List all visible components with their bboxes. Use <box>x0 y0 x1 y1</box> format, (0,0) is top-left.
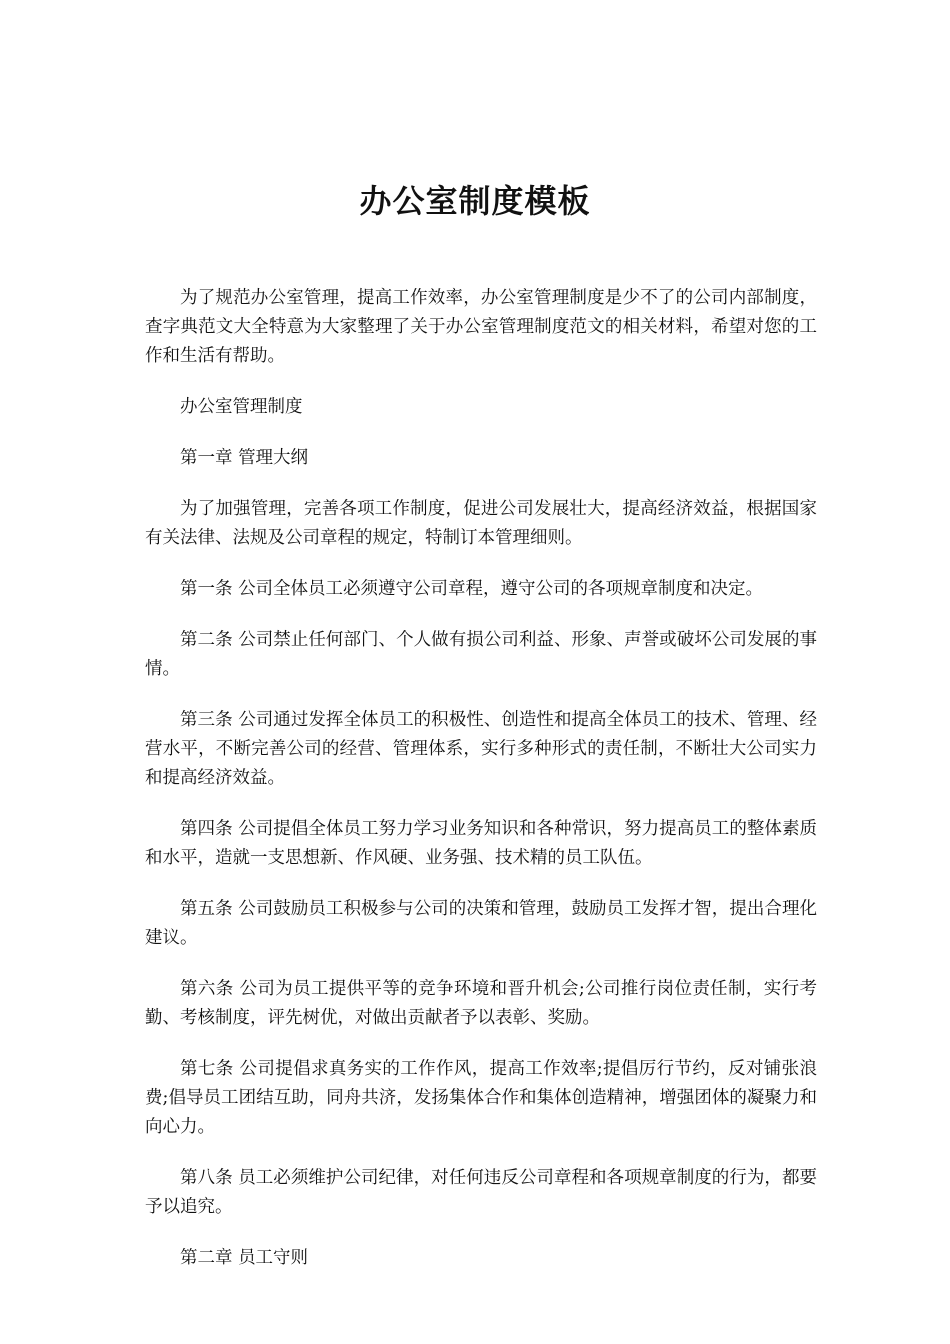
chapter-2-heading: 第二章 员工守则 <box>180 1248 309 1268</box>
document-title: 办公室制度模板 <box>359 182 591 221</box>
article-4: 第四条 公司提倡全体员工努力学习业务知识和各种常识，努力提高员工的整体素质和水平，造就一支思想新、作风硬、业务强、技术精的员工队伍。 <box>145 819 817 868</box>
document-body <box>145 284 817 1295</box>
article-2: 第二条 公司禁止任何部门、个人做有损公司利益、形象、声誉或破坏公司发展的事情。 <box>145 630 817 679</box>
article-8: 第八条 员工必须维护公司纪律，对任何违反公司章程和各项规章制度的行为，都要予以追究。 <box>145 1168 817 1217</box>
chapter-1-preamble: 为了加强管理，完善各项工作制度，促进公司发展壮大，提高经济效益，根据国家有关法律、法规及公司章程的规定，特制订本管理细则。 <box>145 499 817 548</box>
article-7: 第七条 公司提倡求真务实的工作作风，提高工作效率;提倡厉行节约，反对铺张浪费;倡导员工团结互助，同舟共济，发扬集体合作和集体创造精神，增强团体的凝聚力和向心力。 <box>145 1059 817 1137</box>
intro-paragraph: 为了规范办公室管理，提高工作效率，办公室管理制度是少不了的公司内部制度，查字典范文大全特意为大家整理了关于办公室管理制度范文的相关材料，希望对您的工作和生活有帮助。 <box>145 288 817 366</box>
chapter-1-heading: 第一章 管理大纲 <box>180 448 309 468</box>
article-3: 第三条 公司通过发挥全体员工的积极性、创造性和提高全体员工的技术、管理、经营水平，不断完善公司的经营、管理体系，实行多种形式的责任制，不断壮大公司实力和提高经济效益。 <box>145 710 817 788</box>
article-1: 第一条 公司全体员工必须遵守公司章程，遵守公司的各项规章制度和决定。 <box>180 579 764 599</box>
section-heading-office-rules: 办公室管理制度 <box>180 397 303 417</box>
article-5: 第五条 公司鼓励员工积极参与公司的决策和管理，鼓励员工发挥才智，提出合理化建议。 <box>145 899 817 948</box>
article-6: 第六条 公司为员工提供平等的竞争环境和晋升机会;公司推行岗位责任制，实行考勤、考核制度，评先树优，对做出贡献者予以表彰、奖励。 <box>145 979 817 1028</box>
